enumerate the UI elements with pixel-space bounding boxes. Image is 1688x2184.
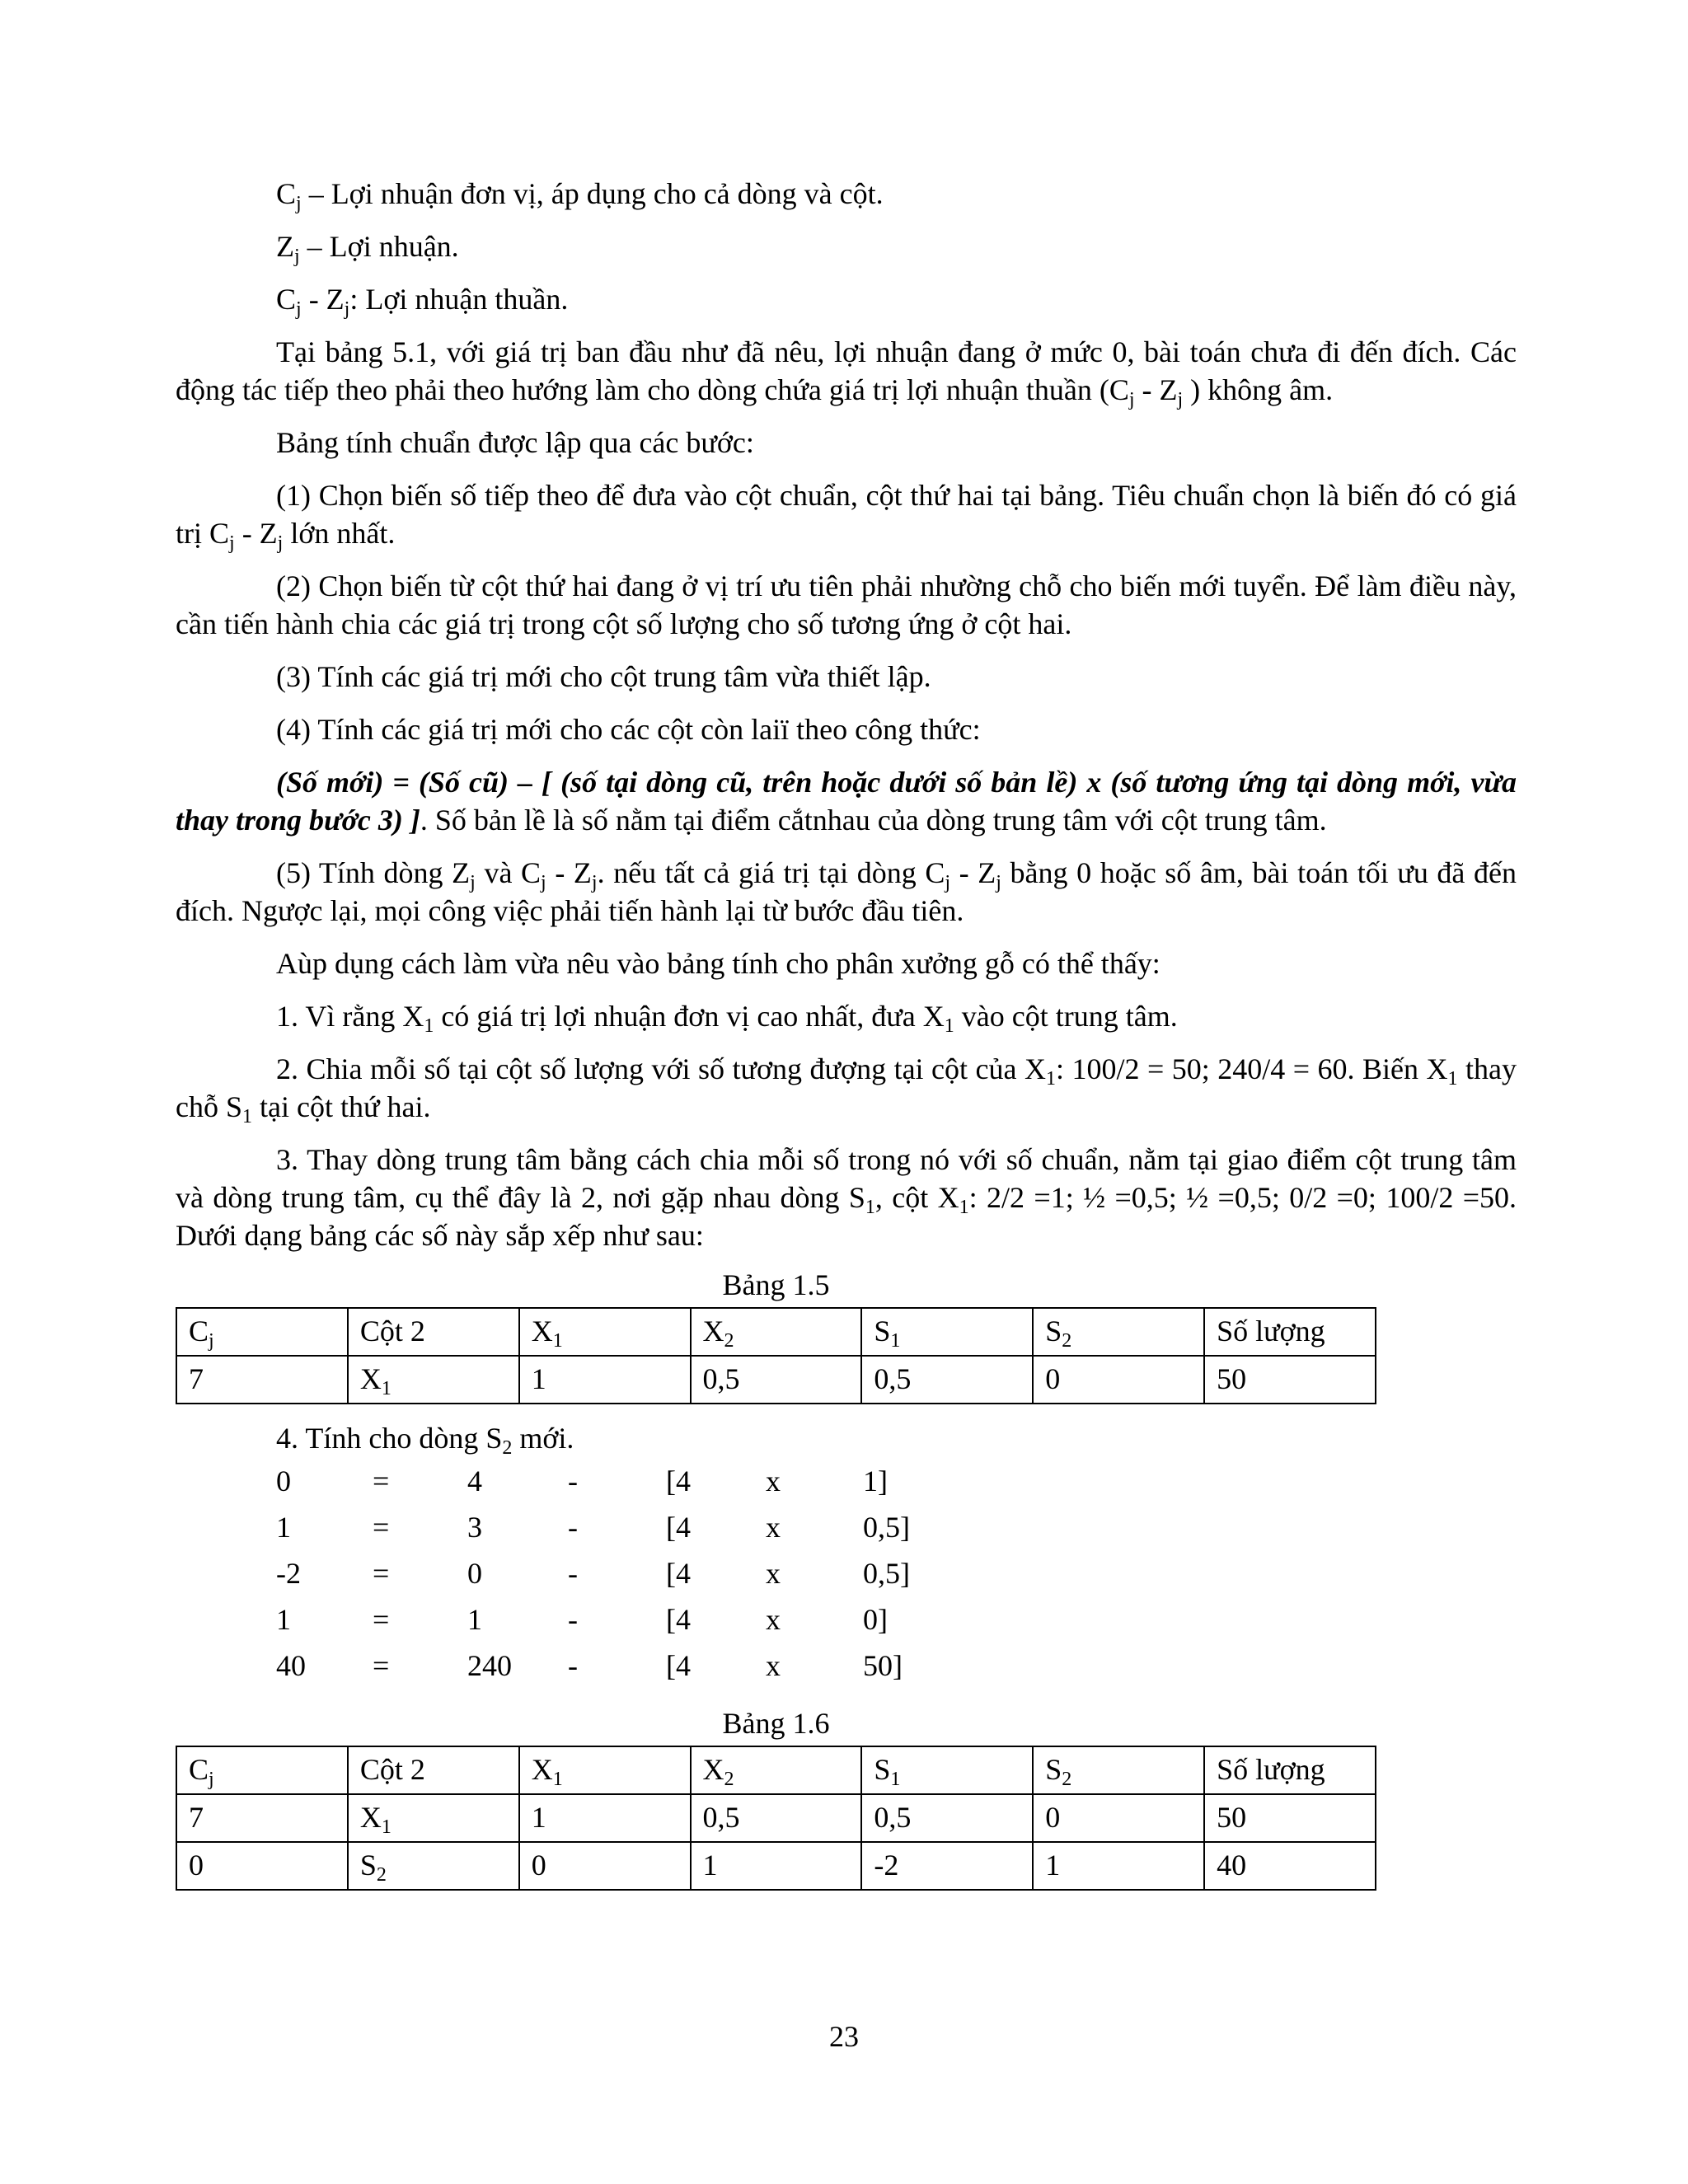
table-cell — [519, 1794, 691, 1842]
step-3: (3) Tính các giá trị mới cho cột trung tâm vừa thiết lập. — [276, 660, 931, 693]
cell-sub: 1 — [381, 1378, 392, 1399]
calc-term: = — [373, 1557, 390, 1590]
calc-term: = — [373, 1649, 390, 1682]
calc-term: 0,5] — [863, 1511, 910, 1544]
calc-term: 3 — [467, 1511, 482, 1544]
step-1: (1) Chọn biến số tiếp theo để đưa vào cột chuẩn, cột thứ hai tại bảng. Tiêu chuẩn chọn là biến đó có giá trị $C_j - Z_j$ lớn nhất. — [176, 479, 1517, 554]
cell-main: S — [359, 1849, 377, 1882]
paragraph-steps-heading: Bảng tính chuẩn được lập qua các bước: — [276, 426, 754, 459]
calc-row — [276, 1554, 1517, 1601]
cell-main: 0,5 — [702, 1801, 740, 1834]
calc-term: 0 — [276, 1465, 291, 1497]
cell-main: 50 — [1217, 1801, 1247, 1834]
calc-term: 0 — [467, 1557, 482, 1590]
cell-sub: 2 — [1062, 1330, 1072, 1352]
table-header-cell — [1033, 1746, 1204, 1794]
table-header-cell — [348, 1746, 519, 1794]
calc-term: x — [766, 1557, 781, 1590]
table-cell — [176, 1356, 348, 1404]
cell-main: 1 — [531, 1801, 546, 1834]
cell-sub: 2 — [724, 1330, 734, 1352]
cell-main: Số lượng — [1217, 1753, 1325, 1786]
calc-term: 1] — [863, 1465, 888, 1497]
table-cell — [1033, 1356, 1204, 1404]
cell-main: 0 — [531, 1849, 546, 1882]
table-header-cell — [176, 1746, 348, 1794]
calc-term: - — [568, 1649, 578, 1682]
calc-term: 1 — [276, 1511, 291, 1544]
cell-main: Cột 2 — [359, 1753, 425, 1786]
formula-bold: (Số mới) = (Số cũ) – [ (số tại dòng cũ, trên hoặc dưới số bản lề) x (số tương ứng tại dòng mới, vừa thay trong bước 3) ] — [176, 766, 1517, 837]
table-cell — [1204, 1842, 1376, 1890]
cell-sub: 1 — [552, 1330, 563, 1352]
cell-main: 0 — [1045, 1801, 1061, 1834]
item-2: 2. Chia mỗi số tại cột số lượng với số tương đượng tại cột của $X_1$: 100/2 = 50; 240/4 = 60. Biến $X_1$ thay chỗ $S_1$ tại cột thứ hai. — [176, 1052, 1517, 1127]
cell-sub: 1 — [381, 1816, 392, 1838]
calc-term: 4 — [467, 1465, 482, 1497]
table-header-cell — [348, 1308, 519, 1356]
table-1-6 — [176, 1746, 1376, 1891]
table-header-cell — [1204, 1746, 1376, 1794]
calc-row — [276, 1601, 1517, 1647]
table-header-cell — [1033, 1308, 1204, 1356]
table-1-5-body — [176, 1308, 1376, 1404]
cell-sub: 1 — [890, 1769, 901, 1790]
calc-term: x — [766, 1603, 781, 1636]
definition-cj-zj: $C_j - Z_j$: Lợi nhuận thuần. — [276, 283, 569, 320]
cell-main: 0 — [189, 1849, 204, 1882]
table-cell — [691, 1842, 862, 1890]
cell-sub: 2 — [1062, 1769, 1072, 1790]
page-number: 23 — [829, 2020, 859, 2053]
table-header-cell — [519, 1308, 691, 1356]
table-cell — [348, 1842, 519, 1890]
cell-sub: 2 — [724, 1769, 734, 1790]
cell-main: -2 — [874, 1849, 899, 1882]
table-1-6-caption: Bảng 1.6 — [722, 1707, 830, 1740]
cell-main: X — [531, 1753, 553, 1786]
calc-term: 50] — [863, 1649, 903, 1682]
calc-term: [4 — [666, 1649, 691, 1682]
cell-sub: j — [209, 1330, 214, 1352]
cell-main: 7 — [189, 1362, 204, 1395]
table-1-5 — [176, 1307, 1376, 1404]
table-cell — [1033, 1794, 1204, 1842]
cell-main: 40 — [1217, 1849, 1247, 1882]
calc-row — [276, 1462, 1517, 1508]
apply-paragraph: Aùp dụng cách làm vừa nêu vào bảng tính cho phân xưởng gỗ có thể thấy: — [276, 947, 1160, 980]
formula-paragraph: (Số mới) = (Số cũ) – [ (số tại dòng cũ, trên hoặc dưới số bản lề) x (số tương ứng tại dòng mới, vừa thay trong bước 3) ]. Số bản lề là số nằm tại điểm cắtnhau của dòng trung tâm với cột trung tâm. — [176, 766, 1517, 837]
calc-term: 0] — [863, 1603, 888, 1636]
calc-term: = — [373, 1511, 390, 1544]
calc-term: 1 — [467, 1603, 482, 1636]
table-header-cell — [861, 1746, 1033, 1794]
table-cell — [348, 1794, 519, 1842]
cell-main: 0,5 — [874, 1801, 912, 1834]
calc-term: = — [373, 1603, 390, 1636]
s2-calculation — [276, 1462, 1517, 1693]
cell-main: 0,5 — [874, 1362, 912, 1395]
calc-term: - — [568, 1557, 578, 1590]
table-row — [176, 1794, 1376, 1842]
calc-term: [4 — [666, 1511, 691, 1544]
step-5: (5) Tính dòng $Z_j$ và $C_j - Z_j$. nếu tất cả giá trị tại dòng $C_j - Z_j$ bằng 0 hoặc số âm, bài toán tối ưu đã đến đích. Ngược lại, mọi công việc phải tiến hành lại từ bước đầu tiên. — [176, 856, 1517, 927]
table-header-row — [176, 1308, 1376, 1356]
calc-term: -2 — [276, 1557, 301, 1590]
page-content — [176, 175, 1517, 1891]
table-header-cell — [691, 1746, 862, 1794]
table-cell — [176, 1842, 348, 1890]
cell-main: 1 — [702, 1849, 718, 1882]
calc-term: - — [568, 1603, 578, 1636]
item-1: 1. Vì rằng $X_1$ có giá trị lợi nhuận đơn vị cao nhất, đưa $X_1$ vào cột trung tâm. — [276, 1000, 1178, 1037]
table-cell — [861, 1356, 1033, 1404]
table-1-6-body — [176, 1746, 1376, 1890]
table-header-cell — [1204, 1308, 1376, 1356]
cell-main: 0 — [1045, 1362, 1061, 1395]
table-cell — [861, 1794, 1033, 1842]
calc-row — [276, 1508, 1517, 1554]
table-cell — [1204, 1356, 1376, 1404]
cell-main: Số lượng — [1217, 1315, 1325, 1347]
cell-main: X — [702, 1753, 724, 1786]
table-header-cell — [519, 1746, 691, 1794]
table-cell — [176, 1794, 348, 1842]
calc-row — [276, 1647, 1517, 1693]
calc-term: - — [568, 1511, 578, 1544]
table-row — [176, 1842, 1376, 1890]
definition-zj: $Z_j$ – Lợi nhuận. — [276, 230, 459, 267]
cell-main: 0,5 — [702, 1362, 740, 1395]
calc-term: x — [766, 1649, 781, 1682]
cell-sub: 2 — [376, 1864, 387, 1886]
calc-term: 0,5] — [863, 1557, 910, 1590]
table-header-cell — [691, 1308, 862, 1356]
definition-cj: $C_j$ – Lợi nhuận đơn vị, áp dụng cho cả dòng và cột. — [276, 177, 884, 214]
cell-main: S — [1045, 1753, 1062, 1786]
calc-term: 240 — [467, 1649, 512, 1682]
cell-sub: j — [209, 1769, 214, 1790]
calc-term: 40 — [276, 1649, 306, 1682]
cell-main: 1 — [531, 1362, 546, 1395]
cell-main: X — [359, 1362, 382, 1395]
cell-main: S — [874, 1315, 891, 1347]
cell-main: 7 — [189, 1801, 204, 1834]
item-4: 4. Tính cho dòng $S_2$ mới. — [276, 1422, 574, 1459]
cell-sub: 1 — [552, 1769, 563, 1790]
cell-main: S — [1045, 1315, 1062, 1347]
table-cell — [1204, 1794, 1376, 1842]
table-1-5-caption: Bảng 1.5 — [722, 1268, 830, 1301]
item-3: 3. Thay dòng trung tâm bằng cách chia mỗi số trong nó với số chuẩn, nằm tại giao điểm cột trung tâm và dòng trung tâm, cụ thể đây là 2, nơi gặp nhau dòng $S_1$, cột $X_1$: 2/2 =1; ½ =0,5; ½ =0,5; 0/2 =0; 100/2 =50. Dưới dạng bảng các số này sắp xếp như sau: — [176, 1143, 1517, 1252]
calc-term: x — [766, 1511, 781, 1544]
calc-term: [4 — [666, 1465, 691, 1497]
calc-term: x — [766, 1465, 781, 1497]
cell-sub: 1 — [890, 1330, 901, 1352]
table-cell — [691, 1794, 862, 1842]
table-row — [176, 1356, 1376, 1404]
table-cell — [519, 1356, 691, 1404]
step-4: (4) Tính các giá trị mới cho các cột còn laiï theo công thức: — [276, 713, 981, 746]
cell-main: X — [702, 1315, 724, 1347]
table-header-row — [176, 1746, 1376, 1794]
table-cell — [1033, 1842, 1204, 1890]
paragraph-intro: Tại bảng 5.1, với giá trị ban đầu như đã nêu, lợi nhuận đang ở mức 0, bài toán chưa đi đến đích. Các động tác tiếp theo phải theo hướng làm cho dòng chứa giá trị lợi nhuận thuần ($C_j - Z_j$ ) không âm. — [176, 335, 1517, 410]
calc-term: 1 — [276, 1603, 291, 1636]
cell-main: C — [189, 1753, 209, 1786]
calc-term: [4 — [666, 1557, 691, 1590]
calc-term: [4 — [666, 1603, 691, 1636]
cell-main: X — [359, 1801, 382, 1834]
calc-term: - — [568, 1465, 578, 1497]
table-header-cell — [176, 1308, 348, 1356]
cell-main: 1 — [1045, 1849, 1061, 1882]
calc-term: = — [373, 1465, 390, 1497]
table-header-cell — [861, 1308, 1033, 1356]
cell-main: 50 — [1217, 1362, 1247, 1395]
cell-main: Cột 2 — [359, 1315, 425, 1347]
table-cell — [861, 1842, 1033, 1890]
table-cell — [519, 1842, 691, 1890]
table-cell — [691, 1356, 862, 1404]
step-2: (2) Chọn biến từ cột thứ hai đang ở vị trí ưu tiên phải nhường chỗ cho biến mới tuyển. Để làm điều này, cần tiến hành chia các giá trị trong cột số lượng cho số tương ứng ở cột hai. — [176, 569, 1517, 640]
table-cell — [348, 1356, 519, 1404]
cell-main: C — [189, 1315, 209, 1347]
cell-main: S — [874, 1753, 891, 1786]
cell-main: X — [531, 1315, 553, 1347]
